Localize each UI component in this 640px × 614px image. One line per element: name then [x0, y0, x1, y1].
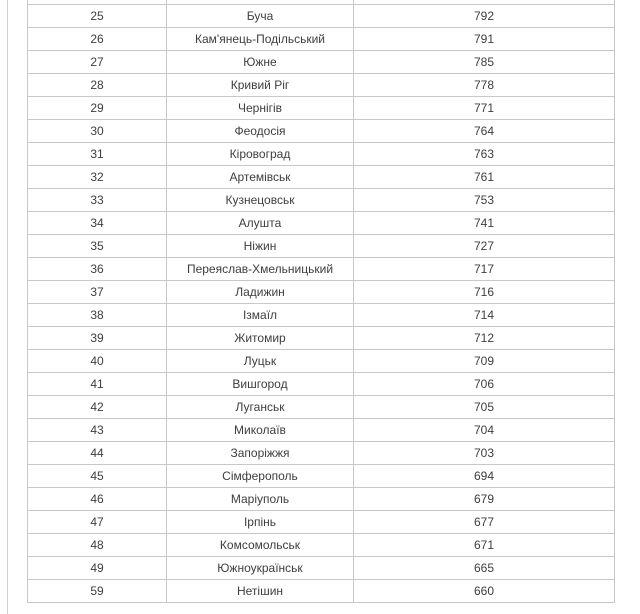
- city-cell: Кузнецовськ: [167, 189, 354, 212]
- value-cell: 785: [354, 51, 615, 74]
- city-cell: Сімферополь: [167, 465, 354, 488]
- value-cell: 679: [354, 488, 615, 511]
- value-cell: 716: [354, 281, 615, 304]
- rank-cell: 43: [28, 419, 167, 442]
- city-cell: Комсомольськ: [167, 534, 354, 557]
- table-row: [28, 465, 615, 488]
- value-cell: 703: [354, 442, 615, 465]
- city-cell: Южне: [167, 51, 354, 74]
- table-row: [28, 442, 615, 465]
- rank-cell: 34: [28, 212, 167, 235]
- value-cell: 717: [354, 258, 615, 281]
- table-row: [28, 143, 615, 166]
- rank-cell: 48: [28, 534, 167, 557]
- rank-cell: 30: [28, 120, 167, 143]
- table-row: [28, 5, 615, 28]
- city-cell: Житомир: [167, 327, 354, 350]
- rank-cell: 36: [28, 258, 167, 281]
- table-row: [28, 304, 615, 327]
- rank-cell: 46: [28, 488, 167, 511]
- city-cell: Ніжин: [167, 235, 354, 258]
- rank-cell: 29: [28, 97, 167, 120]
- table-row: [28, 396, 615, 419]
- table-row: [28, 511, 615, 534]
- rank-cell: 38: [28, 304, 167, 327]
- rank-cell: 33: [28, 189, 167, 212]
- table-row: [28, 580, 615, 603]
- city-cell: Запоріжжя: [167, 442, 354, 465]
- rank-cell: 31: [28, 143, 167, 166]
- value-cell: 778: [354, 74, 615, 97]
- table-row: [28, 97, 615, 120]
- value-cell: 714: [354, 304, 615, 327]
- table-row: [28, 235, 615, 258]
- table-viewport: [27, 0, 615, 603]
- city-cell: Кіровоград: [167, 143, 354, 166]
- value-cell: 712: [354, 327, 615, 350]
- city-cell: Кам'янець-Подільський: [167, 28, 354, 51]
- value-cell: 671: [354, 534, 615, 557]
- rank-cell: 49: [28, 557, 167, 580]
- rank-cell: 32: [28, 166, 167, 189]
- table-row: [28, 373, 615, 396]
- ranking-table: [27, 0, 615, 603]
- city-cell: Маріуполь: [167, 488, 354, 511]
- table-row: [28, 419, 615, 442]
- rank-cell: 42: [28, 396, 167, 419]
- value-cell: 709: [354, 350, 615, 373]
- value-cell: 764: [354, 120, 615, 143]
- value-cell: 660: [354, 580, 615, 603]
- city-cell: Луганськ: [167, 396, 354, 419]
- table-row: [28, 488, 615, 511]
- rank-cell: 25: [28, 5, 167, 28]
- value-cell: 763: [354, 143, 615, 166]
- value-cell: 761: [354, 166, 615, 189]
- value-cell: 792: [354, 5, 615, 28]
- city-cell: Миколаїв: [167, 419, 354, 442]
- city-cell: Вишгород: [167, 373, 354, 396]
- value-cell: 753: [354, 189, 615, 212]
- value-cell: 791: [354, 28, 615, 51]
- table-row: [28, 534, 615, 557]
- rank-cell: 44: [28, 442, 167, 465]
- table-row: [28, 51, 615, 74]
- city-cell: Феодосія: [167, 120, 354, 143]
- rank-cell: 47: [28, 511, 167, 534]
- value-cell: 706: [354, 373, 615, 396]
- table-row: [28, 557, 615, 580]
- rank-cell: 59: [28, 580, 167, 603]
- rank-cell: 27: [28, 51, 167, 74]
- ranking-table-body: [28, 0, 615, 603]
- content-left-border: [7, 0, 8, 614]
- city-cell: Буча: [167, 5, 354, 28]
- table-row: [28, 166, 615, 189]
- table-row: [28, 350, 615, 373]
- rank-cell: 39: [28, 327, 167, 350]
- city-cell: Южноукраїнськ: [167, 557, 354, 580]
- value-cell: 704: [354, 419, 615, 442]
- table-row: [28, 258, 615, 281]
- city-cell: Нетішин: [167, 580, 354, 603]
- rank-cell: 35: [28, 235, 167, 258]
- rank-cell: 26: [28, 28, 167, 51]
- city-cell: Кривий Ріг: [167, 74, 354, 97]
- city-cell: Ізмаїл: [167, 304, 354, 327]
- table-row: [28, 281, 615, 304]
- rank-cell: 37: [28, 281, 167, 304]
- rank-cell: 40: [28, 350, 167, 373]
- table-row: [28, 28, 615, 51]
- value-cell: 727: [354, 235, 615, 258]
- value-cell: 741: [354, 212, 615, 235]
- table-row: [28, 327, 615, 350]
- table-row: [28, 189, 615, 212]
- city-cell: Ладижин: [167, 281, 354, 304]
- rank-cell: 28: [28, 74, 167, 97]
- value-cell: 677: [354, 511, 615, 534]
- value-cell: 705: [354, 396, 615, 419]
- city-cell: Чернігів: [167, 97, 354, 120]
- value-cell: 694: [354, 465, 615, 488]
- table-row: [28, 212, 615, 235]
- city-cell: Луцьк: [167, 350, 354, 373]
- rank-cell: 41: [28, 373, 167, 396]
- rank-cell: 45: [28, 465, 167, 488]
- city-cell: Переяслав-Хмельницький: [167, 258, 354, 281]
- city-cell: Артемівськ: [167, 166, 354, 189]
- value-cell: 665: [354, 557, 615, 580]
- table-row: [28, 120, 615, 143]
- city-cell: Алушта: [167, 212, 354, 235]
- city-cell: Ірпінь: [167, 511, 354, 534]
- table-row: [28, 74, 615, 97]
- value-cell: 771: [354, 97, 615, 120]
